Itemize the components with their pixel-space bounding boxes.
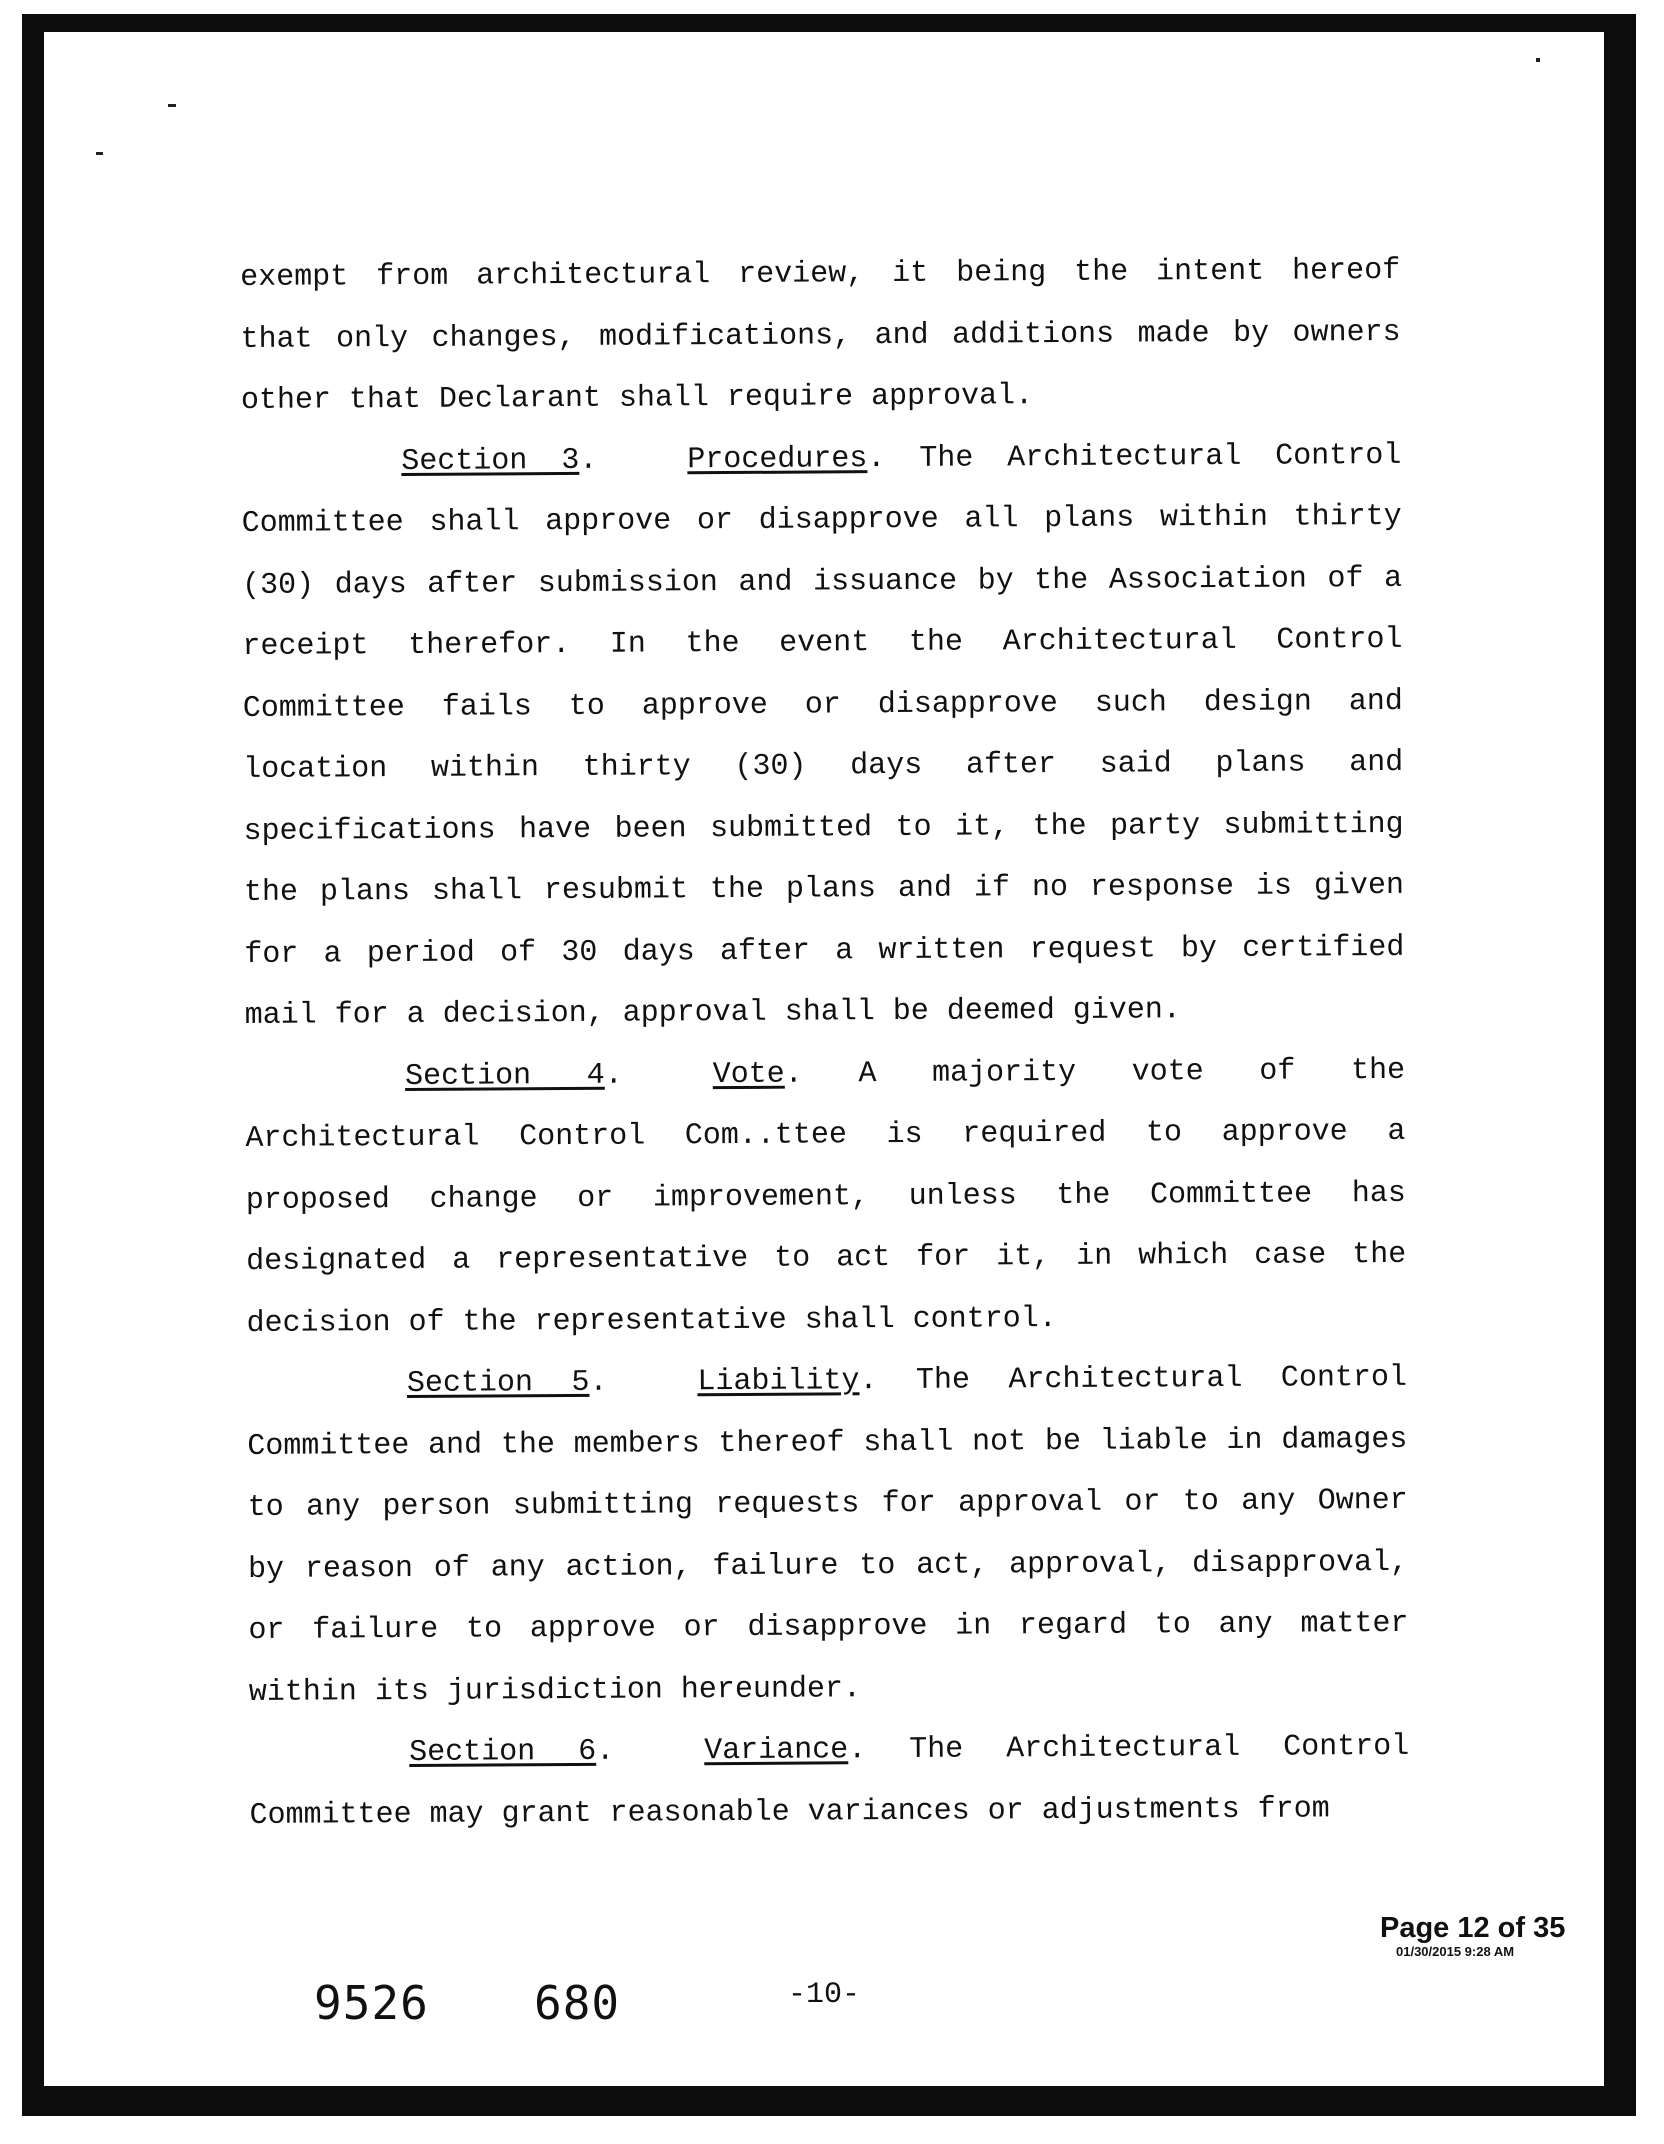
section-3-heading: Section 3 [401,443,580,479]
section-3-text: The Architectural Control Committee shall approve or disapprove all plans within thirty (30) days after submission and issuance by the Association of a receipt therefor. In the event the Architectural Control Committee fails to approve or disapprove such design and location within thirty (30) days after said plans and specifications have been submitted to it, the party submitting the plans shall resubmit the plans and if no response is given for a period of 30 days after a written request by certified mail for a decision, approval shall be deemed given. [241,438,1405,1033]
page-label: Page 12 of 35 [1380,1912,1566,1944]
stamp-timestamp: 01/30/2015 9:28 AM [1396,1944,1515,1959]
section-3-paragraph: Section 3. Procedures. The Architectural Control Committee shall approve or disapprove all plans within thirty (30) days after submission and issuance by the Association of a receipt therefor. In the event the Architectural Control Committee fails to approve or disapprove such design and location within thirty (30) days after said plans and specifications have been submitted to it, the party submitting the plans shall resubmit the plans and if no response is given for a period of 30 days after a written request by certified mail for a decision, approval shall be deemed given. [241,438,1405,1033]
section-4-title: Vote [712,1057,785,1092]
section-3-title: Procedures [687,441,868,477]
section-5-paragraph: Section 5. Liability. The Architectural Control Committee and the members thereof shall not be liable in damages to any person submitting requests for approval or to any Owner by reason of any action, failure to act, approval, disapproval, or failure to approve or disapprove in regard to any matter within its jurisdiction hereunder. [247,1360,1409,1710]
section-5-title: Liability [697,1364,860,1400]
section-4-heading: Section 4 [404,1058,605,1094]
section-5-heading: Section 5 [406,1365,590,1402]
page-folio: -10- [788,1978,861,2012]
section-6-heading: Section 6 [409,1734,597,1770]
page-number: 680 [534,1976,621,2030]
section-6-title: Variance [704,1733,849,1769]
section-6-paragraph: Section 6. Variance. The Architectural Control Committee may grant reasonable variances or adjustments from [249,1729,1410,1833]
scan-speck [96,152,103,155]
book-number: 9526 [314,1976,429,2030]
paragraph-continuation: exempt from architectural review, it being the intent hereof that only changes, modifications, and additions made by owners other that Declarant shall require approval. [240,253,1401,418]
section-5-text: The Architectural Control Committee and the members thereof shall not be liable in damages to any person submitting requests for approval or to any Owner by reason of any action, failure to act, approval, disapproval, or failure to approve or disapprove in regard to any matter within its jurisdiction hereunder. [247,1360,1409,1710]
document-body [240,241,1410,1847]
section-4-text: A majority vote of the Architectural Control Com..ttee is required to approve a proposed change or improvement, unless the Committee has designated a representative to act for it, in which case the decision of the representative shall control. [245,1053,1407,1341]
scan-speck [168,104,176,107]
scan-speck [1536,58,1540,62]
section-4-paragraph: Section 4. Vote. A majority vote of the Architectural Control Com..ttee is required to approve a proposed change or improvement, unless the Committee has designated a representative to act for it, in which case the decision of the representative shall control. [245,1053,1407,1341]
page-count-stamp [1380,1912,1565,1960]
section-6-text: The Architectural Control Committee may grant reasonable variances or adjustments from [249,1729,1410,1833]
